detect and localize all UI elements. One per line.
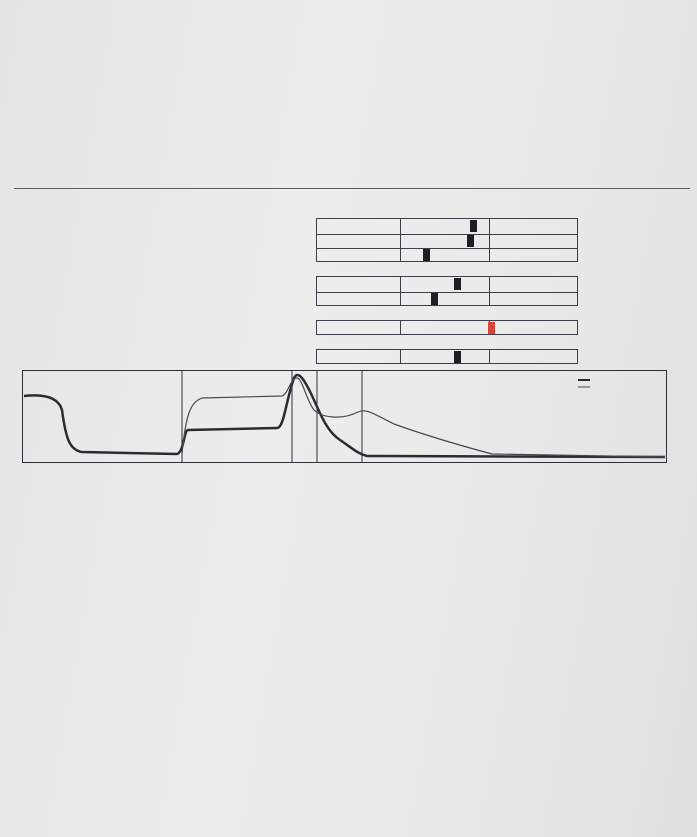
result-marker: [454, 278, 461, 290]
result-marker: [470, 220, 477, 232]
range-divider: [489, 219, 490, 261]
range-divider: [400, 321, 401, 334]
range-bar-group: [316, 218, 578, 262]
clinic-tel: [489, 21, 515, 41]
result-marker: [454, 351, 461, 363]
range-divider: [400, 219, 401, 261]
result-marker: [467, 235, 474, 247]
range-row-separator: [317, 234, 577, 235]
range-divider: [489, 277, 490, 304]
header-rule: [14, 188, 690, 189]
result-row: [0, 335, 697, 349]
result-row: [0, 306, 697, 320]
result-marker: [488, 322, 495, 334]
range-divider: [400, 277, 401, 304]
range-bar-group: [316, 349, 578, 364]
range-divider: [489, 350, 490, 363]
result-row: [0, 262, 697, 276]
rna-lp-curve: [182, 378, 665, 457]
range-divider: [400, 350, 401, 363]
range-row-separator: [317, 248, 577, 249]
range-row-separator: [317, 292, 577, 293]
cell-histogram: [22, 370, 667, 465]
result-marker: [423, 249, 430, 261]
result-marker: [431, 293, 438, 305]
clinic-info: [489, 21, 515, 41]
range-bar-group: [316, 276, 578, 305]
range-bar-group: [316, 320, 578, 335]
